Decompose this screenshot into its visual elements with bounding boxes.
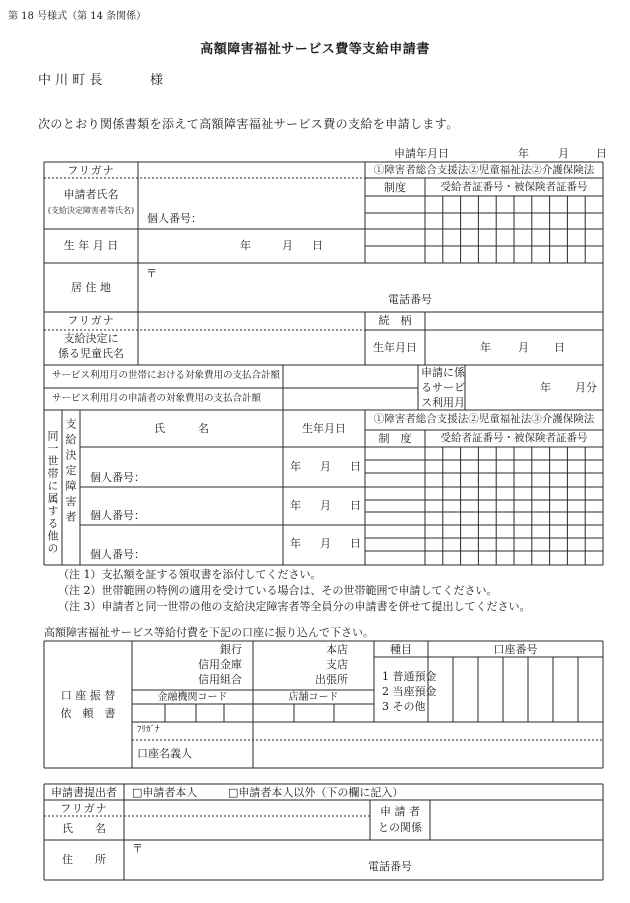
applicant-birthdate-label: 生 年 月 日	[63, 239, 119, 252]
service-month-label-line1: 申請に係	[421, 366, 465, 379]
submitter-label: 申請書提出者	[51, 786, 117, 799]
child-birth-day-unit: 日	[554, 341, 565, 354]
note-1: （注 1）支払額を証する領収書を添付してください。	[58, 568, 322, 581]
applicant-total-cost-label: サービス利用月の申請者の対象費用の支払合計額	[52, 393, 262, 404]
application-date-year: 年	[518, 147, 529, 160]
submitter-relationship-label-line2: との関係	[378, 821, 422, 834]
applicant-personal-number-label: 個人番号：	[147, 212, 202, 225]
bank-type-shinkin: 信用金庫	[198, 658, 242, 671]
form-title: 高額障害福祉サービス費等支給申請書	[200, 42, 430, 57]
child-birth-month-unit: 月	[518, 341, 529, 354]
applicant-furigana-label: フリガナ	[67, 164, 115, 177]
bank-intro: 高額障害福祉サービス等給付費を下記の口座に振り込んで下さい。	[44, 626, 374, 639]
service-month-label-line3: ス利用月	[421, 396, 465, 409]
member-3-birth-month-unit: 月	[320, 537, 331, 550]
member-3-birth-day-unit: 日	[350, 537, 361, 550]
intro-text: 次のとおり関係書類を添えて高額障害福祉サービス費の支給を申請します。	[38, 117, 459, 131]
bank-type-credit-union: 信用組合	[198, 673, 242, 686]
member-1-birth-month-unit: 月	[320, 460, 331, 473]
household-total-cost-label: サービス利用月の世帯における対象費用の支払合計額	[52, 370, 281, 381]
branch-type-branch: 支店	[326, 658, 348, 671]
submitter-address-label: 住 所	[62, 853, 106, 866]
account-holder-label: 口座名義人	[137, 747, 192, 760]
addressee-name: 中 川 町 長	[38, 73, 103, 88]
branch-type-sub-branch: 出張所	[315, 673, 348, 686]
applicant-name-sublabel: (支給決定障害者等氏名)	[47, 206, 135, 215]
applicant-phone-label: 電話番号	[388, 293, 432, 306]
submitter-option-other: □申請者本人以外（下の欄に記入）	[228, 786, 404, 799]
submitter-relationship-label-line1: 申 請 者	[380, 805, 420, 818]
branch-type-head-office: 本店	[326, 643, 348, 656]
note-2: （注 2）世帯範囲の特例の適用を受けている場合は、その世帯範囲で申請してください。	[58, 584, 498, 597]
applicant-address-label: 居 住 地	[71, 281, 111, 294]
account-type-current: 2 当座預金	[382, 685, 437, 698]
bank-code-label: 金融機関コード	[157, 692, 228, 703]
applicant-birth-day-unit: 日	[312, 239, 323, 252]
household-side-label-inner: 支給決定障害者	[64, 418, 77, 527]
member-2-birth-day-unit: 日	[350, 499, 361, 512]
member-2-birth-year-unit: 年	[290, 499, 301, 512]
insurance-laws-label: ①障害者総合支援法②児童福祉法②介護保険法	[373, 164, 595, 176]
note-3: （注 3）申請者と同一世帯の他の支給決定障害者等全員分の申請書を併せて提出してください。	[58, 600, 531, 613]
submitter-option-self: □申請者本人	[132, 786, 198, 799]
applicant-postal-mark: 〒	[146, 267, 157, 280]
child-relationship-label: 続 柄	[378, 314, 412, 327]
submitter-furigana-label: フリガナ	[60, 802, 108, 815]
bank-side-label-line1: 口 座 振 替	[60, 689, 116, 702]
service-month-month-unit: 月分	[575, 381, 597, 394]
member-2-birth-month-unit: 月	[320, 499, 331, 512]
child-birth-year-unit: 年	[480, 341, 491, 354]
child-birthdate-label: 生年月日	[373, 341, 417, 354]
household-number-label: 受給者証番号・被保険者証番号	[440, 432, 588, 444]
addressee-honorific: 様	[150, 73, 164, 88]
branch-code-label: 店舗コード	[288, 692, 339, 703]
applicant-birth-month-unit: 月	[282, 239, 293, 252]
child-furigana-label: フリガナ	[67, 314, 115, 327]
form-number: 第 18 号様式（第 14 条関係）	[8, 11, 147, 22]
member-3-birth-year-unit: 年	[290, 537, 301, 550]
account-type-label: 種目	[390, 643, 412, 656]
application-date-month: 月	[558, 147, 569, 160]
bank-side-label-line2: 依 頼 書	[60, 707, 116, 720]
bank-type-bank: 銀行	[220, 643, 242, 656]
child-name-label-line1: 支給決定に	[63, 332, 119, 345]
application-date-day: 日	[596, 147, 607, 160]
member-1-personal-number-label: 個人番号：	[90, 471, 145, 484]
submitter-phone-label: 電話番号	[368, 860, 412, 873]
household-system-label: 制 度	[378, 432, 412, 445]
household-birthdate-header: 生年月日	[302, 422, 346, 435]
member-3-personal-number-label: 個人番号：	[90, 548, 145, 561]
account-number-label: 口座番号	[493, 643, 538, 656]
household-side-label-outer: 同一世帯に属する他の	[46, 430, 59, 555]
account-type-ordinary: 1 普通預金	[382, 670, 437, 683]
insurance-system-label: 制度	[384, 181, 406, 194]
child-name-label-line2: 係る児童氏名	[58, 347, 124, 360]
applicant-birth-year-unit: 年	[240, 239, 251, 252]
account-holder-furigana-label: ﾌﾘｶﾞﾅ	[137, 725, 160, 735]
application-date-label: 申請年月日	[394, 147, 449, 160]
service-month-year-unit: 年	[540, 381, 551, 394]
member-1-birth-day-unit: 日	[350, 460, 361, 473]
insurance-number-label: 受給者証番号・被保険者証番号	[440, 181, 588, 193]
member-1-birth-year-unit: 年	[290, 460, 301, 473]
submitter-postal-mark: 〒	[132, 842, 143, 855]
submitter-name-label: 氏 名	[62, 822, 106, 835]
member-2-personal-number-label: 個人番号：	[90, 509, 145, 522]
household-name-header: 氏 名	[154, 422, 209, 435]
account-type-other: 3 その他	[382, 700, 426, 713]
applicant-name-label: 申請者氏名	[63, 188, 119, 201]
service-month-label-line2: るサービ	[421, 381, 465, 394]
household-laws-label: ①障害者総合支援法②児童福祉法③介護保険法	[373, 413, 595, 425]
